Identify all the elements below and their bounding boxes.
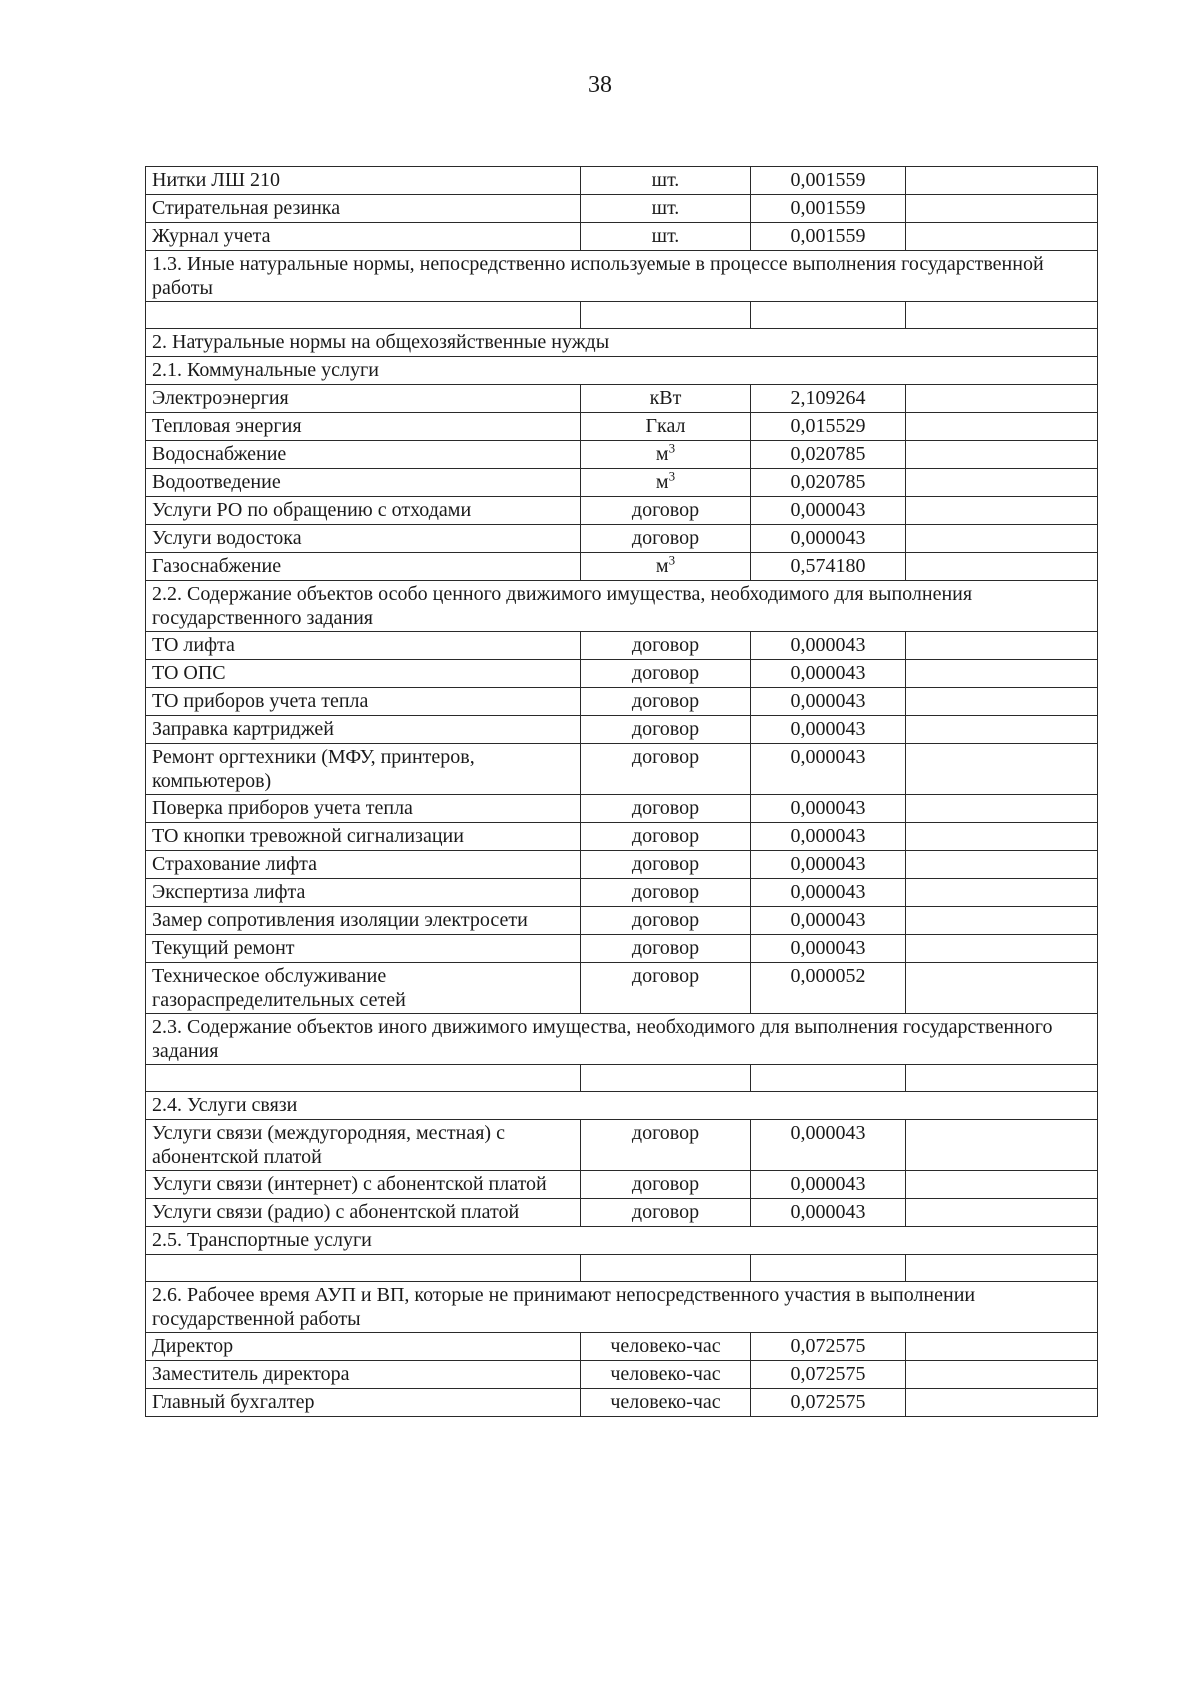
table-row — [146, 963, 1098, 1014]
table-row — [146, 907, 1098, 935]
item-unit — [581, 553, 751, 581]
unit-text: договор — [631, 662, 700, 684]
section-row — [146, 251, 1098, 302]
item-name: Ремонт оргтехники (МФУ, принтеров, компьютеров) — [146, 744, 581, 795]
item-value: 0,000043 — [751, 744, 906, 795]
unit-text: договор — [631, 965, 700, 987]
unit-text: человеко-час — [610, 1335, 721, 1357]
empty-cell — [906, 413, 1098, 441]
table-row — [146, 441, 1098, 469]
item-value: 0,000043 — [751, 525, 906, 553]
section-row — [146, 581, 1098, 632]
table-row — [146, 823, 1098, 851]
empty-cell — [906, 1120, 1098, 1171]
item-unit — [581, 660, 751, 688]
item-value: 0,000043 — [751, 907, 906, 935]
section-row — [146, 1227, 1098, 1255]
section-heading: 2.4. Услуги связи — [146, 1092, 1098, 1120]
unit-text: договор — [631, 527, 700, 549]
table-row — [146, 1171, 1098, 1199]
item-unit — [581, 1389, 751, 1417]
unit-text: договор — [631, 853, 700, 875]
empty-cell — [906, 744, 1098, 795]
empty-cell — [146, 1065, 581, 1092]
item-name: Главный бухгалтер — [146, 1389, 581, 1417]
item-name: Текущий ремонт — [146, 935, 581, 963]
item-name: Газоснабжение — [146, 553, 581, 581]
item-value: 0,000052 — [751, 963, 906, 1014]
table-row — [146, 744, 1098, 795]
empty-cell — [906, 823, 1098, 851]
item-name: Техническое обслуживание газораспределительных сетей — [146, 963, 581, 1014]
unit-text: договор — [631, 1201, 700, 1223]
table-row — [146, 195, 1098, 223]
empty-cell — [906, 1171, 1098, 1199]
empty-cell — [581, 302, 751, 329]
empty-cell — [906, 553, 1098, 581]
item-value: 0,020785 — [751, 441, 906, 469]
item-value: 0,000043 — [751, 632, 906, 660]
item-unit — [581, 441, 751, 469]
empty-cell — [906, 497, 1098, 525]
item-name: Директор — [146, 1333, 581, 1361]
table-row — [146, 660, 1098, 688]
item-value: 0,072575 — [751, 1333, 906, 1361]
item-unit — [581, 525, 751, 553]
item-value: 0,020785 — [751, 469, 906, 497]
empty-cell — [906, 879, 1098, 907]
unit-text: договор — [631, 881, 700, 903]
item-unit — [581, 497, 751, 525]
empty-cell — [906, 963, 1098, 1014]
empty-cell — [906, 660, 1098, 688]
item-name: Страхование лифта — [146, 851, 581, 879]
empty-cell — [906, 1389, 1098, 1417]
item-value: 0,000043 — [751, 497, 906, 525]
empty-cell — [906, 716, 1098, 744]
item-unit — [581, 413, 751, 441]
unit-text: м — [655, 555, 669, 577]
unit-text: м — [655, 443, 669, 465]
item-name: Заместитель директора — [146, 1361, 581, 1389]
item-value: 0,072575 — [751, 1389, 906, 1417]
unit-text: Гкал — [645, 415, 686, 437]
section-heading: 2.1. Коммунальные услуги — [146, 357, 1098, 385]
item-unit — [581, 385, 751, 413]
empty-row — [146, 1255, 1098, 1282]
unit-superscript: 3 — [668, 440, 676, 456]
empty-cell — [146, 1255, 581, 1282]
item-unit — [581, 688, 751, 716]
item-name: Услуги РО по обращению с отходами — [146, 497, 581, 525]
unit-text: шт. — [651, 197, 680, 219]
table-row — [146, 469, 1098, 497]
item-unit — [581, 223, 751, 251]
table-row — [146, 935, 1098, 963]
item-unit — [581, 167, 751, 195]
empty-row — [146, 302, 1098, 329]
item-value: 0,001559 — [751, 167, 906, 195]
item-name: Услуги водостока — [146, 525, 581, 553]
unit-text: договор — [631, 746, 700, 768]
item-value: 0,000043 — [751, 879, 906, 907]
item-value: 0,000043 — [751, 1171, 906, 1199]
empty-cell — [146, 302, 581, 329]
item-value: 2,109264 — [751, 385, 906, 413]
unit-text: договор — [631, 937, 700, 959]
table-row — [146, 632, 1098, 660]
item-unit — [581, 795, 751, 823]
item-unit — [581, 963, 751, 1014]
item-unit — [581, 851, 751, 879]
empty-cell — [906, 1333, 1098, 1361]
item-name: Услуги связи (радио) с абонентской платой — [146, 1199, 581, 1227]
item-value: 0,000043 — [751, 823, 906, 851]
item-name: Поверка приборов учета тепла — [146, 795, 581, 823]
item-name: Замер сопротивления изоляции электросети — [146, 907, 581, 935]
section-row — [146, 1092, 1098, 1120]
unit-text: договор — [631, 909, 700, 931]
item-name: Заправка картриджей — [146, 716, 581, 744]
empty-cell — [906, 632, 1098, 660]
item-value: 0,000043 — [751, 1199, 906, 1227]
item-unit — [581, 469, 751, 497]
section-heading: 2.6. Рабочее время АУП и ВП, которые не принимают непосредственного участия в выполнении государственной работы — [146, 1282, 1098, 1333]
item-name: ТО кнопки тревожной сигнализации — [146, 823, 581, 851]
empty-cell — [906, 441, 1098, 469]
item-name: Журнал учета — [146, 223, 581, 251]
item-name: Водоснабжение — [146, 441, 581, 469]
empty-cell — [581, 1255, 751, 1282]
item-unit — [581, 879, 751, 907]
item-name: ТО приборов учета тепла — [146, 688, 581, 716]
empty-cell — [751, 1255, 906, 1282]
empty-cell — [906, 688, 1098, 716]
section-heading: 2.2. Содержание объектов особо ценного движимого имущества, необходимого для выполнения государственного задания — [146, 581, 1098, 632]
item-unit — [581, 1120, 751, 1171]
section-heading: 2.3. Содержание объектов иного движимого имущества, необходимого для выполнения государственного задания — [146, 1014, 1098, 1065]
item-value: 0,001559 — [751, 223, 906, 251]
table-row — [146, 385, 1098, 413]
item-unit — [581, 1199, 751, 1227]
item-name: Водоотведение — [146, 469, 581, 497]
section-row — [146, 357, 1098, 385]
unit-text: шт. — [651, 169, 680, 191]
table-row — [146, 795, 1098, 823]
unit-text: кВт — [649, 387, 682, 409]
empty-cell — [906, 302, 1098, 329]
item-unit — [581, 1361, 751, 1389]
item-unit — [581, 823, 751, 851]
item-name: Услуги связи (интернет) с абонентской платой — [146, 1171, 581, 1199]
item-unit — [581, 195, 751, 223]
item-value: 0,000043 — [751, 688, 906, 716]
item-name: Услуги связи (междугородняя, местная) с абонентской платой — [146, 1120, 581, 1171]
item-value: 0,000043 — [751, 716, 906, 744]
empty-cell — [906, 907, 1098, 935]
page-number: 38 — [588, 72, 612, 98]
unit-text: договор — [631, 718, 700, 740]
unit-text: договор — [631, 634, 700, 656]
item-value: 0,574180 — [751, 553, 906, 581]
table-row — [146, 716, 1098, 744]
unit-text: м — [655, 471, 669, 493]
empty-cell — [906, 935, 1098, 963]
item-name: Тепловая энергия — [146, 413, 581, 441]
table-row — [146, 553, 1098, 581]
section-heading: 2.5. Транспортные услуги — [146, 1227, 1098, 1255]
table-row — [146, 497, 1098, 525]
table-row — [146, 1361, 1098, 1389]
table-row — [146, 879, 1098, 907]
norms-table-body — [146, 167, 1098, 1417]
item-value: 0,001559 — [751, 195, 906, 223]
table-row — [146, 1199, 1098, 1227]
empty-cell — [751, 302, 906, 329]
empty-cell — [751, 1065, 906, 1092]
item-name: Стирательная резинка — [146, 195, 581, 223]
section-row — [146, 1014, 1098, 1065]
table-row — [146, 851, 1098, 879]
section-heading: 2. Натуральные нормы на общехозяйственные нужды — [146, 329, 1098, 357]
item-name: Нитки ЛШ 210 — [146, 167, 581, 195]
unit-superscript: 3 — [668, 552, 676, 568]
item-unit — [581, 744, 751, 795]
item-unit — [581, 716, 751, 744]
section-heading: 1.3. Иные натуральные нормы, непосредственно используемые в процессе выполнения государственной работы — [146, 251, 1098, 302]
section-row — [146, 1282, 1098, 1333]
item-unit — [581, 935, 751, 963]
unit-text: договор — [631, 499, 700, 521]
empty-cell — [906, 195, 1098, 223]
table-row — [146, 688, 1098, 716]
empty-cell — [906, 469, 1098, 497]
item-value: 0,000043 — [751, 851, 906, 879]
item-name: Экспертиза лифта — [146, 879, 581, 907]
item-unit — [581, 632, 751, 660]
empty-cell — [906, 1199, 1098, 1227]
table-row — [146, 1389, 1098, 1417]
item-name: ТО ОПС — [146, 660, 581, 688]
item-unit — [581, 1333, 751, 1361]
empty-row — [146, 1065, 1098, 1092]
table-row — [146, 1333, 1098, 1361]
item-name: ТО лифта — [146, 632, 581, 660]
item-value: 0,000043 — [751, 795, 906, 823]
empty-cell — [906, 851, 1098, 879]
table-row — [146, 525, 1098, 553]
unit-text: человеко-час — [610, 1391, 721, 1413]
item-value: 0,000043 — [751, 660, 906, 688]
table-row — [146, 413, 1098, 441]
unit-text: договор — [631, 690, 700, 712]
empty-cell — [906, 385, 1098, 413]
unit-superscript: 3 — [668, 468, 676, 484]
table-row — [146, 1120, 1098, 1171]
empty-cell — [906, 525, 1098, 553]
item-unit — [581, 1171, 751, 1199]
empty-cell — [906, 1065, 1098, 1092]
norms-table — [145, 166, 1098, 1417]
item-value: 0,000043 — [751, 1120, 906, 1171]
unit-text: договор — [631, 1122, 700, 1144]
empty-cell — [906, 223, 1098, 251]
unit-text: договор — [631, 797, 700, 819]
empty-cell — [906, 795, 1098, 823]
unit-text: шт. — [651, 225, 680, 247]
unit-text: договор — [631, 825, 700, 847]
table-row — [146, 167, 1098, 195]
item-value: 0,015529 — [751, 413, 906, 441]
empty-cell — [581, 1065, 751, 1092]
item-value: 0,000043 — [751, 935, 906, 963]
item-name: Электроэнергия — [146, 385, 581, 413]
item-value: 0,072575 — [751, 1361, 906, 1389]
empty-cell — [906, 1361, 1098, 1389]
item-unit — [581, 907, 751, 935]
unit-text: человеко-час — [610, 1363, 721, 1385]
unit-text: договор — [631, 1173, 700, 1195]
empty-cell — [906, 167, 1098, 195]
table-row — [146, 223, 1098, 251]
empty-cell — [906, 1255, 1098, 1282]
section-row — [146, 329, 1098, 357]
